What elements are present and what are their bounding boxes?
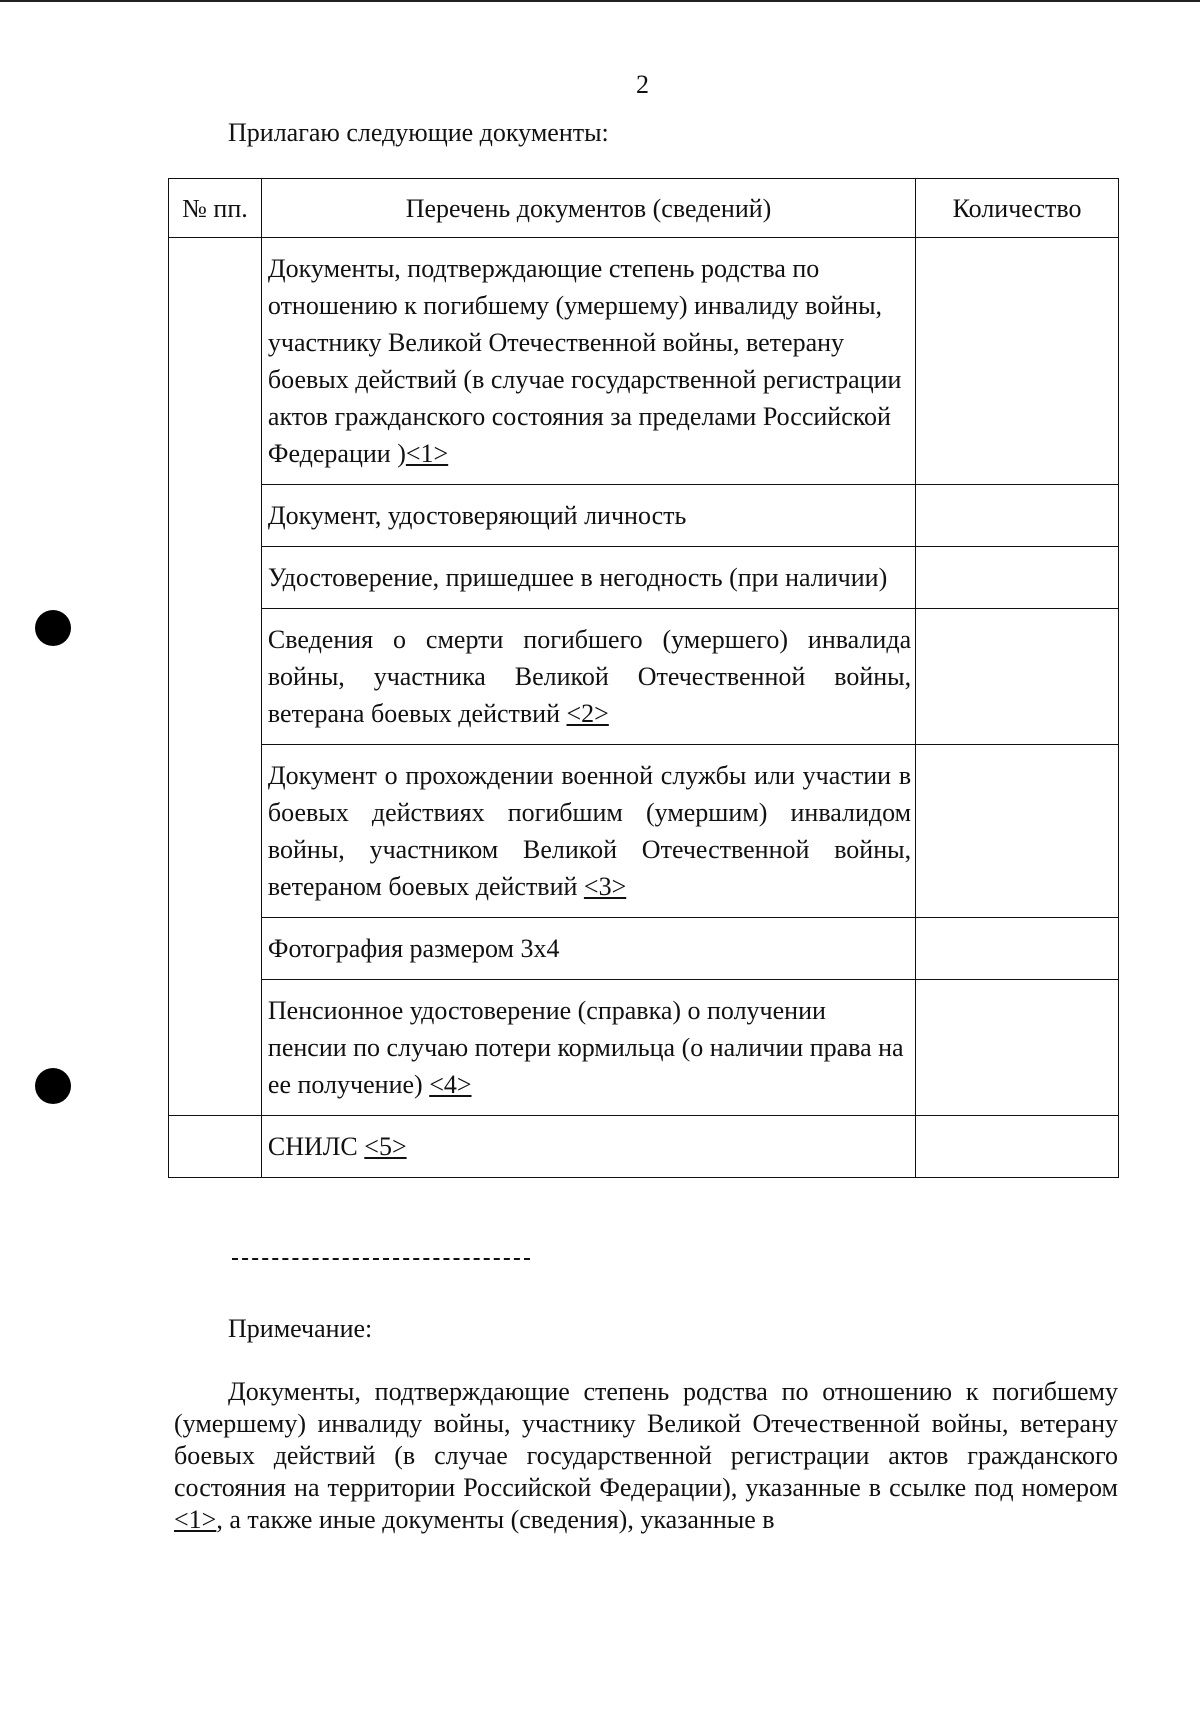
table-row — [169, 238, 1119, 485]
document-text: Документы, подтверждающие степень родства по отношению к погибшему (умершему) инвалиду войны, участнику Великой Отечественной войны, ветерану боевых действий (в случае государственной регистрации актов гражданского состояния за пределами Российской Федерации ) — [267, 254, 902, 468]
footnote-ref: <4> — [429, 1070, 472, 1099]
document-cell — [261, 547, 915, 609]
document-text: Документ, удостоверяющий личность — [267, 501, 687, 530]
table-row — [169, 980, 1119, 1116]
document-cell — [261, 745, 915, 918]
footnote-ref: <1> — [174, 1505, 217, 1534]
table-row — [169, 1116, 1119, 1178]
note-heading: Примечание: — [228, 1314, 373, 1343]
header-number: № пп. — [169, 179, 262, 238]
quantity-cell — [916, 238, 1119, 485]
quantity-cell — [916, 918, 1119, 980]
quantity-cell — [916, 609, 1119, 745]
table-row — [169, 547, 1119, 609]
document-text: Удостоверение, пришедшее в негодность (при наличии) — [267, 563, 888, 592]
footnote-divider — [232, 1258, 530, 1260]
document-text: Пенсионное удостоверение (справка) о получении пенсии по случаю потери кормильца (о наличии права на ее получение) — [267, 996, 904, 1099]
quantity-cell — [916, 980, 1119, 1116]
header-quantity: Количество — [916, 179, 1119, 238]
table-row — [169, 745, 1119, 918]
table-row — [169, 918, 1119, 980]
top-edge-line — [0, 0, 1200, 2]
footnote-ref: <1> — [405, 439, 449, 468]
table-header-row — [169, 179, 1119, 238]
intro-text: Прилагаю следующие документы: — [228, 118, 609, 147]
document-cell — [261, 238, 915, 485]
binder-hole-mark — [35, 1068, 71, 1104]
table-row — [169, 609, 1119, 745]
document-text: Сведения о смерти погибшего (умершего) инвалида войны, участника Великой Отечественной войны, ветерана боевых действий — [267, 625, 912, 728]
document-cell — [261, 609, 915, 745]
note-text: , а также иные документы (сведения), указанные в — [216, 1505, 775, 1534]
documents-table — [168, 178, 1119, 1178]
quantity-cell — [916, 547, 1119, 609]
binder-hole-mark — [35, 610, 71, 646]
page-number: 2 — [636, 70, 649, 99]
number-cell — [169, 238, 262, 1116]
document-cell — [261, 485, 915, 547]
note-text: Документы, подтверждающие степень родства по отношению к погибшему (умершему) инвалиду войны, участнику Великой Отечественной войны, ветерану боевых действий (в случае государственной регистрации актов гражданского состояния на территории Российской Федерации), указанные в ссылке под номером — [174, 1377, 1118, 1502]
document-cell — [261, 980, 915, 1116]
footnote-ref: <5> — [364, 1132, 407, 1161]
document-cell — [261, 1116, 915, 1178]
table-row — [169, 485, 1119, 547]
footnote-ref: <2> — [566, 699, 609, 728]
quantity-cell — [916, 485, 1119, 547]
number-cell — [169, 1116, 262, 1178]
document-text: Документ о прохождении военной службы или участии в боевых действиях погибшим (умершим) инвалидом войны, участником Великой Отечественной войны, ветераном боевых действий — [267, 761, 912, 901]
quantity-cell — [916, 1116, 1119, 1178]
footnote-ref: <3> — [583, 872, 627, 901]
document-cell — [261, 918, 915, 980]
quantity-cell — [916, 745, 1119, 918]
note-body — [174, 1376, 1118, 1536]
document-text: Фотография размером 3x4 — [267, 934, 560, 963]
header-documents: Перечень документов (сведений) — [261, 179, 915, 238]
document-text: СНИЛС — [267, 1132, 365, 1161]
